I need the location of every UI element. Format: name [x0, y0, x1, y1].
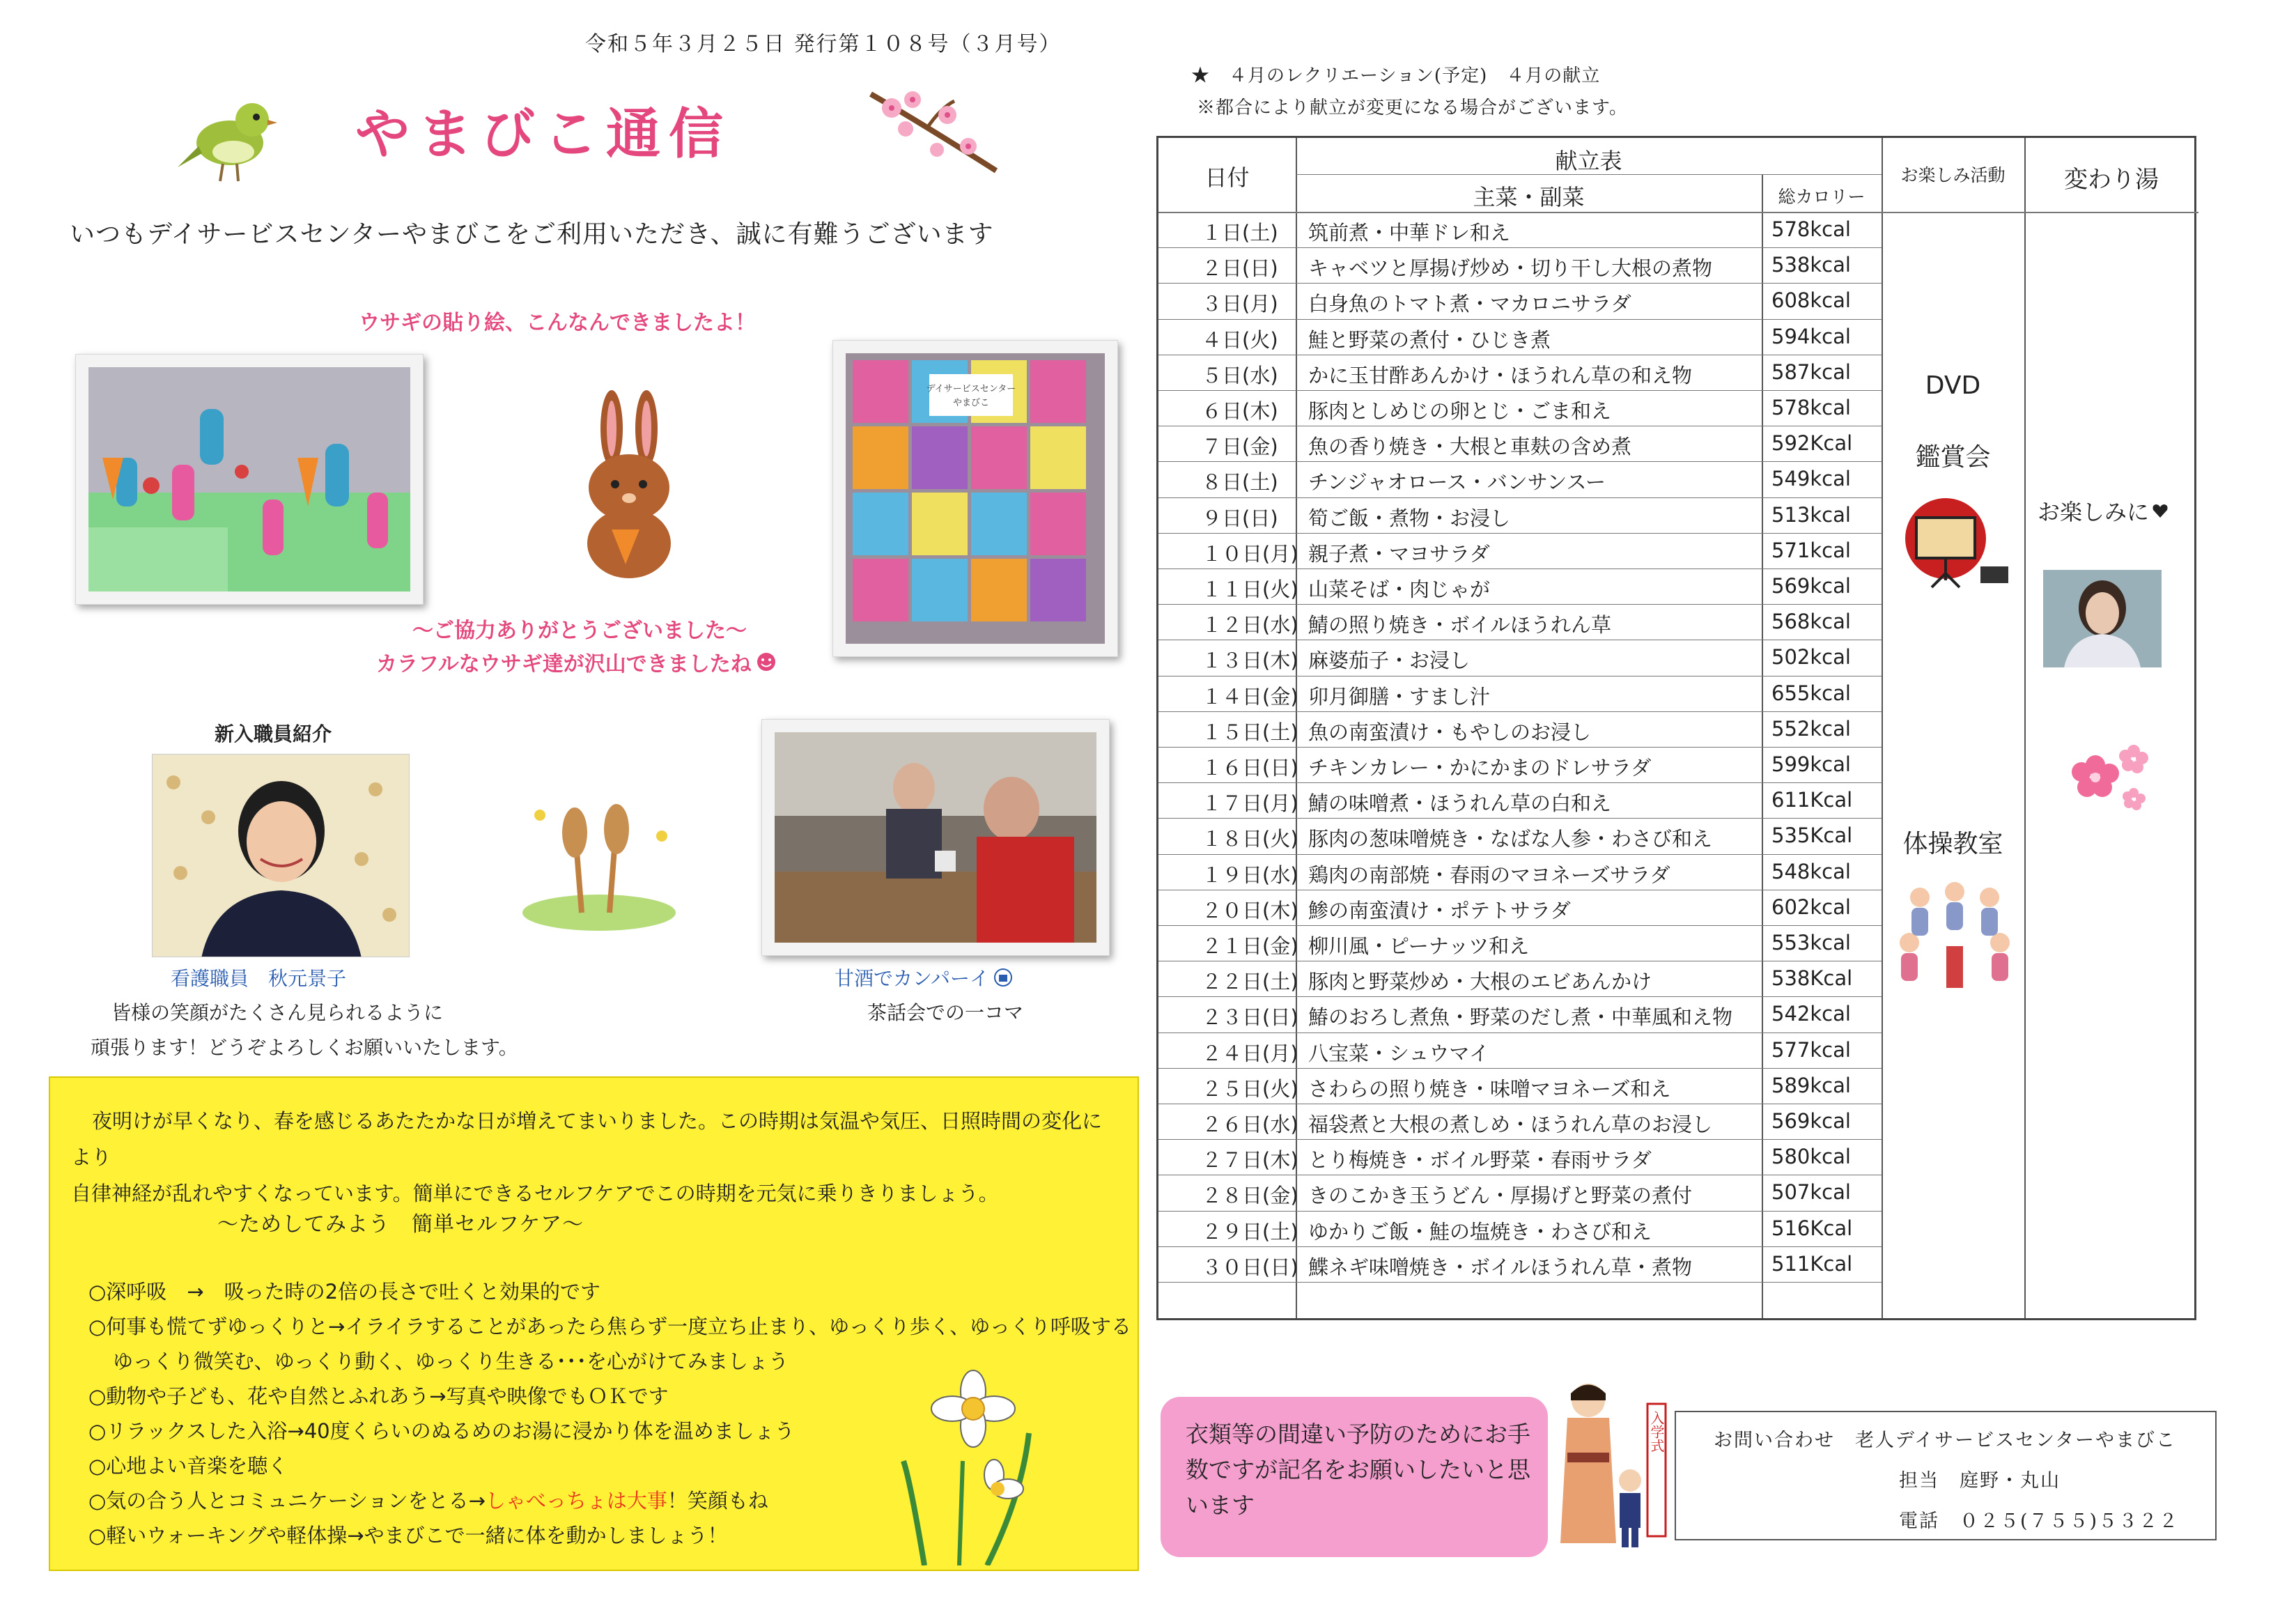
colorful-caption-row: [376, 647, 777, 677]
menu-row-divider: [1158, 782, 1882, 783]
menu-date: ２６日(水): [1202, 1113, 1298, 1136]
name-label-reminder: [1161, 1397, 1548, 1557]
menu-date: １７日(月): [1202, 791, 1298, 816]
menu-dish: 鮭と野菜の煮付・ひじき煮: [1308, 327, 1551, 352]
tea-party-photo: [761, 719, 1110, 956]
menu-date: ２０日(木): [1202, 898, 1298, 922]
menu-dish: 筑前煮・中華ドレ和え: [1308, 221, 1511, 245]
menu-row-divider: [1158, 818, 1882, 819]
reminder-text: 衣類等の間違い予防のためにお手数ですが記名をお願いしたいと思います: [1186, 1421, 1530, 1519]
menu-calorie: 611Kcal: [1771, 788, 1853, 812]
menu-table: [1156, 136, 2196, 1320]
activity-exercise: 体操教室: [1902, 830, 2003, 858]
menu-row-divider: [1158, 854, 1882, 855]
tea-caption: 甘酒でカンパーイ: [835, 967, 990, 990]
activity-dvd: DVD: [1925, 371, 1981, 400]
menu-row-divider: [1158, 319, 1882, 320]
col-calorie-header: 総カロリー: [1778, 187, 1866, 207]
menu-date: ２５日(火): [1202, 1076, 1298, 1101]
staff-heading: 新入職員紹介: [215, 722, 332, 745]
bird-illustration: [174, 84, 279, 188]
menu-calorie: 608kcal: [1771, 288, 1851, 313]
menu-calorie: 577kcal: [1771, 1037, 1851, 1062]
craft-photo-2: [832, 340, 1118, 657]
menu-date: １９日(水): [1202, 863, 1298, 887]
activity-viewing: 鑑賞会: [1915, 443, 1991, 472]
heart-icon: [2152, 503, 2169, 518]
menu-calorie: 535Kcal: [1771, 823, 1853, 848]
menu-date: １３日(木): [1202, 649, 1298, 673]
col-date-header: 日付: [1204, 164, 1250, 191]
menu-dish: 卯月御膳・すまし汁: [1308, 684, 1491, 709]
tea-subcaption: 茶話会での一コマ: [867, 1001, 1024, 1024]
menu-date: ６日(木): [1202, 399, 1278, 423]
menu-calorie: 578kcal: [1771, 396, 1851, 419]
menu-dish: 柳川風・ピーナッツ和え: [1308, 934, 1530, 958]
self-care-box: [49, 1076, 1139, 1571]
care-intro-line-1: 夜明けが早くなり、春を感じるあたたかな日が増えてまいりました。この時期は気温や気圧、日照時間の変化により: [71, 1109, 1103, 1169]
thanks-caption: ～ご協力ありがとうございました～: [412, 619, 747, 643]
menu-calorie: 548kcal: [1771, 859, 1851, 883]
menu-dish: かに玉甘酢あんかけ・ほうれん草の和え物: [1308, 363, 1693, 387]
movie-projector-icon: [1897, 497, 2015, 594]
menu-row-divider: [1158, 604, 1882, 605]
care-title: ～ためしてみよう 簡単セルフケア～: [217, 1212, 584, 1237]
menu-dish: 鰈ネギ味噌焼き・ボイルほうれん草・煮物: [1308, 1255, 1693, 1279]
menu-date: １１日(火): [1202, 578, 1298, 601]
poster-label-1: デイサービスセンター: [926, 384, 1016, 394]
newsletter-title: やまびこ通信: [355, 103, 732, 166]
menu-calorie: 580kcal: [1771, 1145, 1851, 1169]
care-item-communication-c: ！笑顔もね: [667, 1489, 768, 1513]
menu-dish: 豚肉の葱味噌焼き・なばな人参・わさび和え: [1308, 827, 1713, 851]
entrance-ceremony-illustration: [1550, 1376, 1668, 1550]
ceremony-sign-text: 入学式: [1648, 1411, 1665, 1453]
col-menu-header: 献立表: [1555, 148, 1622, 174]
menu-date: １５日(土): [1202, 720, 1298, 744]
menu-date: ２日(日): [1202, 256, 1278, 281]
menu-dish: 親子煮・マヨサラダ: [1308, 541, 1490, 566]
bath-woman-image: [2043, 570, 2162, 667]
col-activity-header: お楽しみ活動: [1900, 165, 2006, 185]
menu-dish: 鯖の味噌煮・ほうれん草の白和え: [1308, 791, 1612, 816]
col-bath-header: 変わり湯: [2064, 166, 2159, 194]
menu-calorie: 542kcal: [1771, 1002, 1851, 1026]
menu-calorie: 599kcal: [1771, 752, 1851, 776]
menu-row-divider: [1158, 996, 1882, 997]
menu-date: ２４日(月): [1202, 1041, 1298, 1065]
menu-row-divider: [1158, 390, 1882, 391]
recreation-heading: ★ ４月のレクリエーション(予定) ４月の献立: [1191, 65, 1601, 86]
menu-calorie: 552kcal: [1771, 716, 1851, 741]
menu-calorie: 507kcal: [1771, 1180, 1851, 1205]
menu-dish: とり梅焼き・ボイル野菜・春雨サラダ: [1308, 1148, 1652, 1173]
issue-line: 令和５年３月２５日 発行第１０８号（３月号）: [585, 32, 1062, 56]
menu-calorie: 602kcal: [1771, 895, 1851, 919]
menu-calorie: 589kcal: [1771, 1073, 1851, 1097]
bath-note-row: [2038, 495, 2169, 527]
menu-row-divider: [1158, 925, 1882, 926]
contact-line-1: お問い合わせ 老人デイサービスセンターやまびこ: [1714, 1430, 2177, 1451]
menu-row-divider: [1158, 1068, 1882, 1069]
care-intro: [71, 1103, 1116, 1212]
bunny-illustration: [570, 390, 688, 578]
care-item-nature: ○動物や子ども、花や自然とふれあう→写真や映像でもＯＫです: [88, 1384, 669, 1408]
staff-message-2: 頑張ります！どうぞよろしくお願いいたします。: [91, 1036, 518, 1059]
menu-date: ７日(金): [1202, 435, 1278, 459]
contact-line-3: 電話 ０２５(７５５)５３２２: [1899, 1510, 2180, 1532]
menu-row-divider: [1158, 1282, 1882, 1283]
menu-calorie: 655kcal: [1771, 681, 1851, 705]
menu-calorie: 587kcal: [1771, 359, 1851, 384]
menu-dish: 八宝菜・シュウマイ: [1308, 1041, 1489, 1065]
menu-dish: キャベツと厚揚げ炒め・切り干し大根の煮物: [1308, 256, 1713, 281]
menu-date: １２日(水): [1202, 613, 1298, 637]
menu-date: ３０日(日): [1202, 1255, 1298, 1279]
menu-date: ９日(日): [1202, 506, 1278, 530]
menu-change-note: ※都合により献立が変更になる場合がございます。: [1197, 98, 1628, 118]
care-intro-line-2: 自律神経が乱れやすくなっています。簡単にできるセルフケアでこの時期を元気に乗りきりましょう。: [71, 1182, 999, 1205]
craft-photo-1: [75, 354, 424, 605]
menu-date: １４日(金): [1202, 684, 1298, 709]
care-item-breathing: ○深呼吸 → 吸った時の2倍の長さで吐くと効果的です: [88, 1280, 601, 1304]
menu-calorie: 513kcal: [1771, 502, 1851, 527]
rabbit-poster-image: [846, 353, 1105, 644]
craft-heading: ウサギの貼り絵、こんなんできましたよ！: [359, 311, 756, 335]
menu-row-divider: [1158, 283, 1882, 284]
menu-date: ５日(水): [1202, 363, 1278, 387]
care-item-communication: [88, 1483, 768, 1518]
staff-photo: [152, 754, 410, 957]
menu-calorie: 516Kcal: [1771, 1216, 1853, 1240]
menu-calorie: 571kcal: [1771, 538, 1851, 562]
menu-calorie: 569kcal: [1771, 574, 1851, 598]
menu-calorie: 592Kcal: [1771, 431, 1853, 456]
menu-date: １６日(日): [1202, 756, 1298, 780]
menu-calorie: 538kcal: [1771, 253, 1851, 277]
care-item-music: ○心地よい音楽を聴く: [88, 1454, 288, 1478]
col-dishes-header: 主菜・副菜: [1473, 184, 1585, 210]
menu-date: ４日(火): [1202, 327, 1278, 352]
contact-box: [1675, 1411, 2217, 1540]
menu-calorie: 578kcal: [1771, 217, 1851, 241]
contact-line-2: 担当 庭野・丸山: [1899, 1470, 2061, 1492]
menu-date: ２２日(土): [1202, 970, 1298, 994]
cherry-branch-illustration: [864, 80, 1003, 185]
menu-dish: 鰆のおろし煮魚・野菜のだし煮・中華風和え物: [1308, 1005, 1733, 1030]
menu-dish: チンジャオロース・バンサンスー: [1308, 470, 1606, 495]
menu-calorie: 594kcal: [1771, 324, 1851, 348]
care-item-slow-2: ゆっくり微笑む、ゆっくり動く、ゆっくり生きる･･･を心がけてみましょう: [113, 1350, 789, 1373]
menu-dish: 魚の南蛮漬け・もやしのお浸し: [1308, 720, 1592, 744]
menu-dish: 山菜そば・肉じゃが: [1308, 578, 1491, 601]
menu-dish: 鯖の照り焼き・ボイルほうれん草: [1308, 613, 1612, 637]
exercise-class-icon: [1892, 876, 2017, 995]
care-item-communication-a: ○気の合う人とコミュニケーションをとる→: [88, 1489, 486, 1513]
tea-caption-row: [835, 964, 1013, 991]
menu-row-divider: [1158, 497, 1882, 498]
menu-dish: さわらの照り焼き・味噌マヨネーズ和え: [1308, 1076, 1671, 1101]
menu-calorie: 549kcal: [1771, 467, 1851, 491]
menu-row-divider: [1158, 1139, 1882, 1140]
staff-portrait-image: [153, 755, 410, 957]
menu-dish: 豚肉としめじの卵とじ・ごま和え: [1308, 399, 1612, 423]
daffodil-illustration: [883, 1356, 1043, 1565]
care-item-slow: ○何事も慌てずゆっくりと→イライラすることがあったら焦らず一度立ち止まり、ゆっくり歩く、ゆっくり呼吸する: [88, 1315, 1131, 1338]
menu-row-divider: [1158, 747, 1882, 748]
menu-dish: 福袋煮と大根の煮しめ・ほうれん草のお浸し: [1308, 1113, 1713, 1136]
menu-calorie: 502kcal: [1771, 645, 1851, 670]
staff-message-1: 皆様の笑顔がたくさん見られるように: [111, 1001, 444, 1024]
menu-dish: 豚肉と野菜炒め・大根のエビあんかけ: [1308, 970, 1652, 994]
care-item-walking: ○軽いウォーキングや軽体操→やまびこで一緒に体を動かしましょう！: [88, 1524, 728, 1547]
smile-icon: [756, 651, 777, 672]
menu-date: １８日(火): [1202, 827, 1298, 851]
menu-date: ２９日(土): [1202, 1219, 1298, 1244]
menu-dish: ゆかりご飯・鮭の塩焼き・わさび和え: [1308, 1219, 1652, 1244]
menu-row-divider: [1158, 461, 1882, 462]
menu-dish: 麻婆茄子・お浸し: [1308, 649, 1471, 673]
menu-date: ２３日(日): [1202, 1005, 1298, 1030]
menu-calorie: 511Kcal: [1771, 1251, 1853, 1276]
rabbit-collage-image: [88, 367, 410, 591]
menu-row-divider: [1158, 247, 1882, 248]
menu-dish: きのこかき玉うどん・厚揚げと野菜の煮付: [1308, 1184, 1693, 1208]
colorful-caption: カラフルなウサギ達が沢山できましたね: [376, 652, 752, 676]
menu-dish: 魚の香り焼き・大根と車麸の含め煮: [1308, 435, 1632, 459]
poster-label-2: やまびこ: [952, 398, 990, 408]
menu-dish: チキンカレー・かにかまのドレサラダ: [1308, 756, 1652, 780]
menu-date: ３日(月): [1202, 292, 1278, 316]
menu-row-divider: [1158, 533, 1882, 534]
menu-calorie: 569kcal: [1771, 1109, 1851, 1133]
care-item-communication-highlight: しゃべっちょは大事: [485, 1489, 667, 1513]
menu-row-divider: [1158, 1246, 1882, 1247]
menu-calorie: 553kcal: [1771, 931, 1851, 954]
menu-date: ２８日(金): [1202, 1184, 1298, 1208]
greeting-text: いつもデイサービスセンターやまびこをご利用いただき、誠に有難うございます: [70, 220, 994, 249]
tea-party-image: [775, 732, 1096, 943]
menu-calorie: 568kcal: [1771, 610, 1851, 634]
menu-date: １０日(月): [1202, 541, 1298, 566]
staff-role-name: 看護職員 秋元景子: [171, 967, 347, 990]
menu-dish: 鶏肉の南部焼・春雨のマヨネーズサラダ: [1308, 863, 1670, 887]
bath-note: お楽しみに: [2038, 499, 2150, 525]
menu-row-divider: [1158, 711, 1882, 712]
menu-calorie: 538Kcal: [1771, 966, 1853, 991]
menu-date: ２７日(木): [1202, 1148, 1298, 1173]
menu-date: ８日(土): [1202, 470, 1278, 495]
menu-dish: 鯵の南蛮漬け・ポテトサラダ: [1308, 898, 1571, 922]
menu-dish: 白身魚のトマト煮・マカロニサラダ: [1308, 292, 1631, 316]
menu-row-divider: [1158, 1211, 1882, 1212]
care-item-bath: ○リラックスした入浴→40度くらいのぬるめのお湯に浸かり体を温めましょう: [88, 1419, 795, 1443]
cup-icon: [993, 968, 1013, 987]
menu-date: ２１日(金): [1202, 934, 1298, 958]
sakura-flowers-icon: [2064, 737, 2155, 814]
menu-date: １日(土): [1202, 221, 1278, 245]
menu-dish: 筍ご飯・煮物・お浸し: [1308, 506, 1511, 530]
horsetail-illustration: [512, 794, 686, 934]
